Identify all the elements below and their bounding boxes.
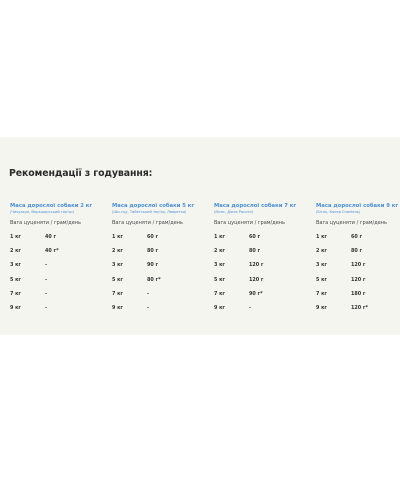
column-breeds: (Бігль, Кокер Спаніель) (316, 210, 361, 214)
puppy-weight: 9 кг (316, 304, 327, 311)
table-row (10, 234, 105, 248)
puppy-weight: 5 кг (316, 276, 327, 283)
column-subtitle: Вага цуценяти / грам/день (214, 220, 285, 226)
feeding-recommendations-panel (0, 137, 400, 335)
puppy-weight: 1 кг (214, 234, 225, 240)
daily-amount: 120 г (351, 276, 366, 283)
column-subtitle: Вага цуценяти / грам/день (316, 220, 387, 226)
puppy-weight: 2 кг (112, 248, 123, 255)
table-row (214, 291, 309, 305)
column-title: Маса дорослої собаки 9 кг (316, 203, 399, 209)
daily-amount: 40 г (45, 234, 57, 240)
table-row (214, 248, 309, 262)
puppy-weight: 2 кг (316, 248, 327, 255)
puppy-weight: 5 кг (112, 276, 123, 283)
table-row (112, 277, 207, 291)
daily-amount: 60 г (249, 234, 261, 240)
puppy-weight: 3 кг (316, 262, 327, 269)
puppy-weight: 7 кг (10, 290, 21, 297)
feeding-column-5kg (112, 203, 207, 319)
table-row (316, 277, 400, 291)
table-row (214, 234, 309, 248)
table-row (112, 305, 207, 319)
column-subtitle: Вага цуценяти / грам/день (112, 220, 183, 226)
table-row (316, 248, 400, 262)
feeding-column-7kg (214, 203, 309, 319)
column-breeds: (Ши-тцу, Тибетський тер'єр, Левретка) (112, 210, 187, 214)
puppy-weight: 5 кг (214, 276, 225, 283)
column-title: Маса дорослої собаки 7 кг (214, 203, 297, 209)
daily-amount: 120 г (249, 262, 264, 269)
puppy-weight: 3 кг (112, 262, 123, 269)
table-row (10, 262, 105, 276)
daily-amount: - (45, 262, 48, 269)
daily-amount: 40 г* (45, 248, 59, 255)
daily-amount: - (45, 290, 48, 297)
daily-amount: - (45, 304, 48, 311)
puppy-weight: 1 кг (10, 234, 21, 240)
puppy-weight: 9 кг (112, 304, 123, 311)
table-row (214, 262, 309, 276)
table-row (10, 248, 105, 262)
daily-amount: - (147, 290, 150, 297)
puppy-weight: 3 кг (214, 262, 225, 269)
table-row (214, 305, 309, 319)
puppy-weight: 1 кг (112, 234, 123, 240)
table-row (112, 248, 207, 262)
column-subtitle: Вага цуценяти / грам/день (10, 220, 81, 226)
table-row (316, 291, 400, 305)
daily-amount: - (249, 304, 252, 311)
table-row (316, 262, 400, 276)
feeding-heading: Рекомендації з годування: (9, 168, 153, 179)
daily-amount: 180 г (351, 290, 366, 297)
table-row (214, 277, 309, 291)
daily-amount: 120 г (351, 262, 366, 269)
puppy-weight: 3 кг (10, 262, 21, 269)
daily-amount: 120 г (249, 276, 264, 283)
daily-amount: 90 г* (249, 290, 263, 297)
puppy-weight: 7 кг (112, 290, 123, 297)
daily-amount: - (45, 276, 48, 283)
daily-amount: 80 г (249, 248, 261, 255)
table-row (112, 262, 207, 276)
table-row (112, 234, 207, 248)
table-row (316, 305, 400, 319)
column-breeds: (Мопс, Джек Рассел) (214, 210, 254, 214)
puppy-weight: 5 кг (10, 276, 21, 283)
puppy-weight: 7 кг (214, 290, 225, 297)
puppy-weight: 2 кг (10, 248, 21, 255)
puppy-weight: 9 кг (10, 304, 21, 311)
puppy-weight: 1 кг (316, 234, 327, 240)
table-row (112, 291, 207, 305)
table-row (10, 277, 105, 291)
puppy-weight: 7 кг (316, 290, 327, 297)
daily-amount: 60 г (351, 234, 363, 240)
table-row (10, 305, 105, 319)
daily-amount: - (147, 304, 150, 311)
column-breeds: (Чихуахуа, Йоркширський тер'єр) (10, 210, 74, 214)
daily-amount: 80 г (351, 248, 363, 255)
puppy-weight: 9 кг (214, 304, 225, 311)
daily-amount: 80 г* (147, 276, 161, 283)
daily-amount: 80 г (147, 248, 159, 255)
table-row (316, 234, 400, 248)
daily-amount: 60 г (147, 234, 159, 240)
column-title: Маса дорослої собаки 5 кг (112, 203, 195, 209)
daily-amount: 90 г (147, 262, 159, 269)
column-title: Маса дорослої собаки 2 кг (10, 203, 93, 209)
feeding-column-9kg (316, 203, 400, 319)
feeding-column-2kg (10, 203, 105, 319)
puppy-weight: 2 кг (214, 248, 225, 255)
daily-amount: 120 г* (351, 304, 369, 311)
table-row (10, 291, 105, 305)
